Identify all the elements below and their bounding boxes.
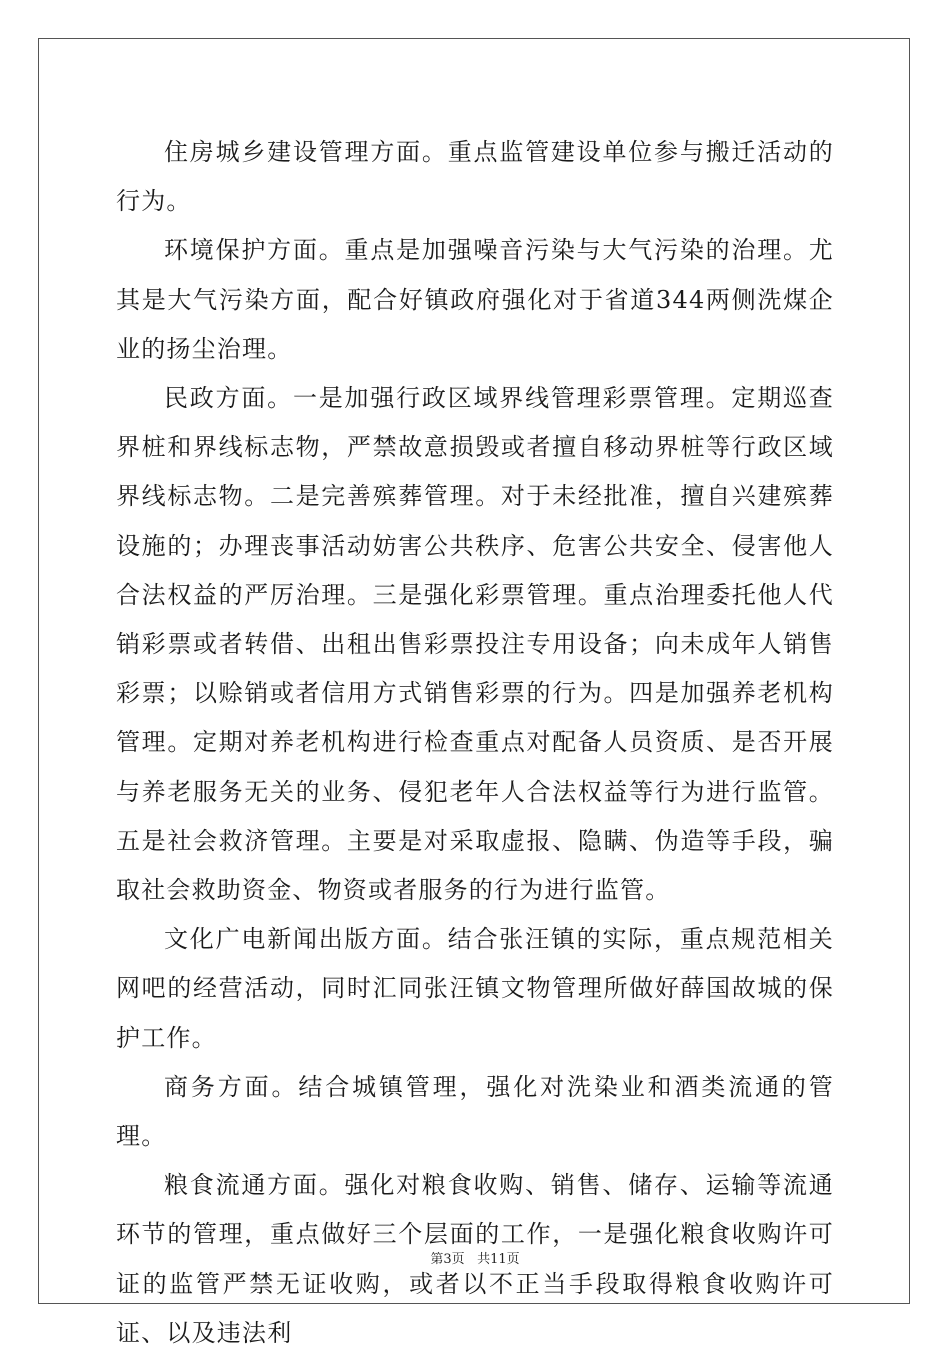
paragraph-environment: 环境保护方面。重点是加强噪音污染与大气污染的治理。尤其是大气污染方面，配合好镇政府强化对于省道344两侧洗煤企业的扬尘治理。 [116,236,834,363]
page-total: 共11页 [477,1252,520,1267]
page-number: 第3页 [430,1252,465,1267]
page-footer [0,1248,950,1267]
paragraph-civil-affairs: 民政方面。一是加强行政区域界线管理彩票管理。定期巡查界桩和界线标志物，严禁故意损毁或者擅自移动界桩等行政区域界线标志物。二是完善殡葬管理。对于未经批准，擅自兴建殡葬设施的；办理丧事活动妨害公共秩序、危害公共安全、侵害他人合法权益的严厉治理。三是强化彩票管理。重点治理委托他人代销彩票或者转借、出租出售彩票投注专用设备；向未成年人销售彩票；以赊销或者信用方式销售彩票的行为。四是加强养老机构管理。定期对养老机构进行检查重点对配备人员资质、是否开展与养老服务无关的业务、侵犯老年人合法权益等行为进行监管。五是社会救济管理。主要是对采取虚报、隐瞒、伪造等手段，骗取社会救助资金、物资或者服务的行为进行监管。 [116,384,834,905]
document-body [116,128,834,1358]
paragraph-culture: 文化广电新闻出版方面。结合张汪镇的实际，重点规范相关网吧的经营活动，同时汇同张汪镇文物管理所做好薛国故城的保护工作。 [116,925,834,1052]
paragraph-commerce: 商务方面。结合城镇管理，强化对洗染业和酒类流通的管理。 [116,1072,834,1151]
paragraph-grain: 粮食流通方面。强化对粮食收购、销售、储存、运输等流通环节的管理，重点做好三个层面的工作，一是强化粮食收购许可证的监管严禁无证收购，或者以不正当手段取得粮食收购许可证、以及违法利 [116,1171,834,1347]
paragraph-housing: 住房城乡建设管理方面。重点监管建设单位参与搬迁活动的行为。 [116,138,834,216]
